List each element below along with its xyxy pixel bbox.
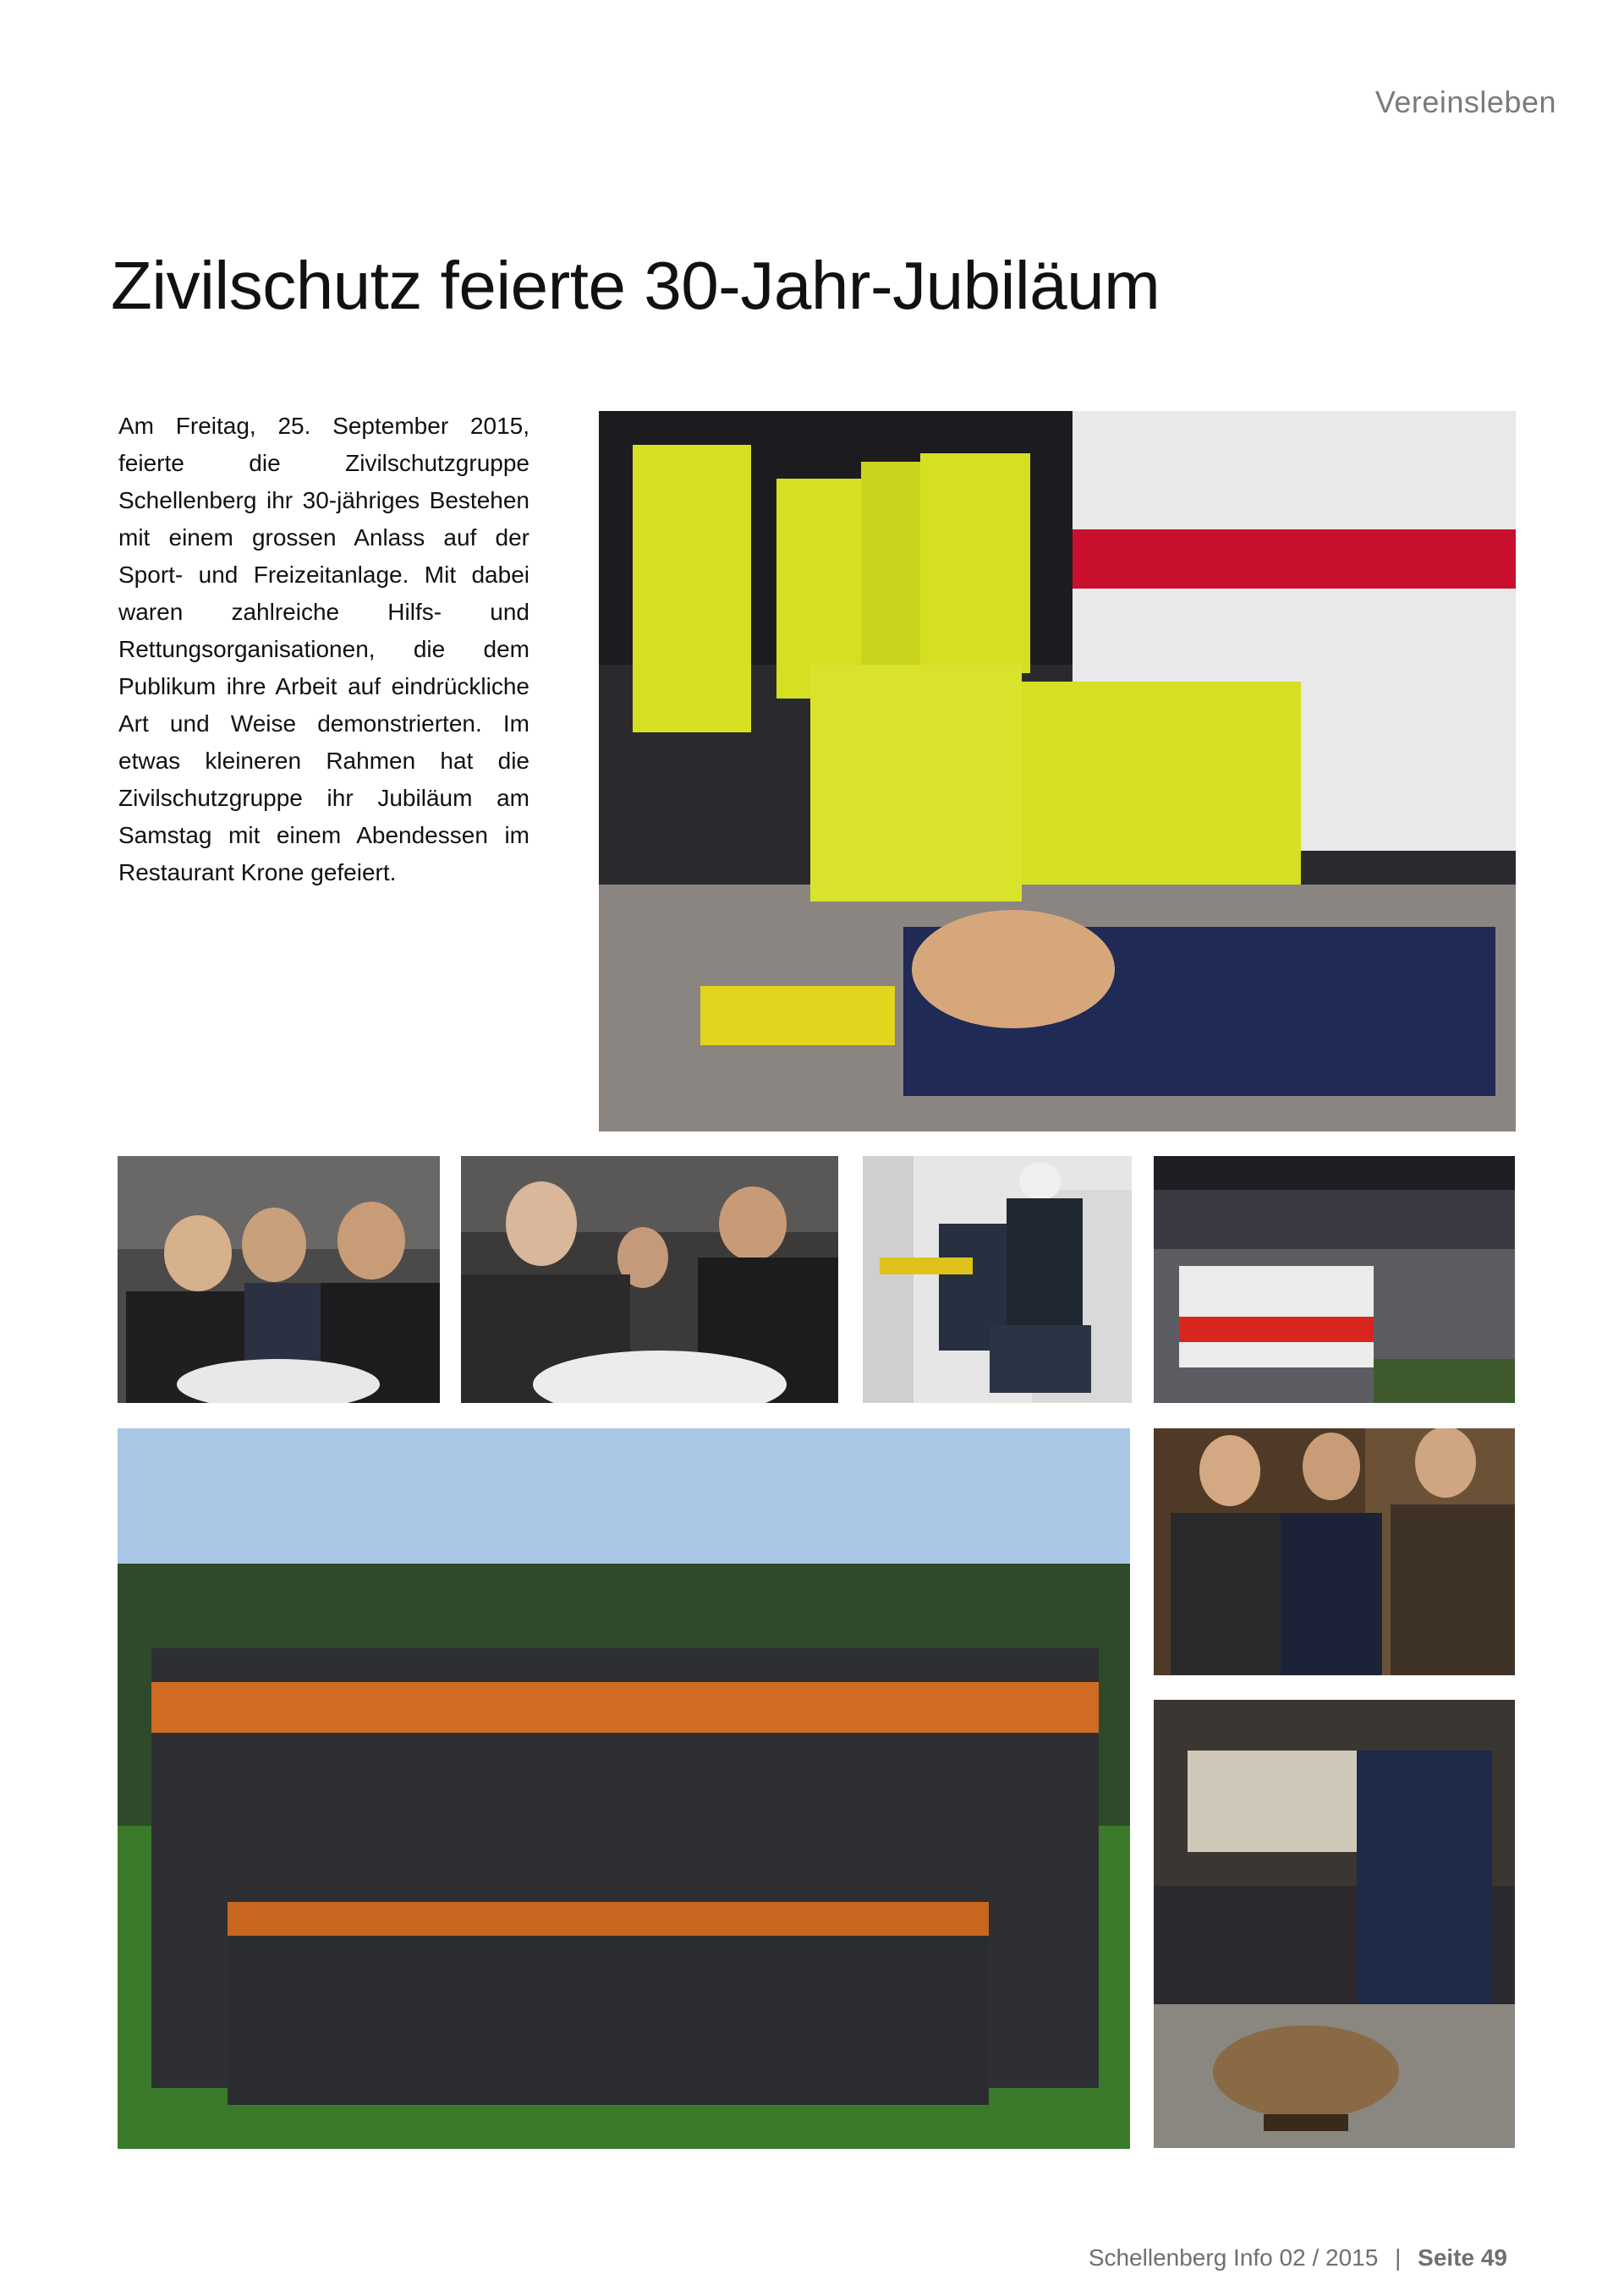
footer-page-number: Seite 49 bbox=[1418, 2244, 1507, 2271]
article-intro: Am Freitag, 25. September 2015, feierte die Zivilschutzgruppe Schellenberg ihr 30-jähriges Bestehen mit einem grossen Anlass auf der Sport- und Freizeitanlage. Mit dabei waren zahlreiche Hilfs- und Rettungsorganisationen, die dem Publikum ihre Arbeit auf eindrückliche Art und Weise demonstrierten. Im etwas kleineren Rahmen hat die Zivilschutzgruppe ihr Jubiläum am Samstag mit einem Abendessen im Restaurant Krone gefeiert. bbox=[118, 413, 529, 885]
footer-publication: Schellenberg Info 02 / 2015 bbox=[1088, 2244, 1379, 2271]
photo-police-dog-demo bbox=[1154, 1700, 1515, 2148]
footer-separator: | bbox=[1395, 2244, 1402, 2271]
page-footer bbox=[1089, 2244, 1507, 2271]
photo-cpr-demonstration bbox=[599, 411, 1516, 1132]
photo-guests-at-table bbox=[118, 1156, 440, 1403]
article-title: Zivilschutz feierte 30-Jahr-Jubiläum bbox=[111, 248, 1160, 323]
photo-guests-standing bbox=[1154, 1428, 1515, 1675]
photo-firefighters bbox=[863, 1156, 1132, 1403]
photo-police-car-crowd bbox=[1154, 1156, 1515, 1403]
section-label: Vereinsleben bbox=[1374, 85, 1556, 119]
photo-guests-evening bbox=[461, 1156, 838, 1403]
photo-group-portrait bbox=[118, 1428, 1130, 2149]
